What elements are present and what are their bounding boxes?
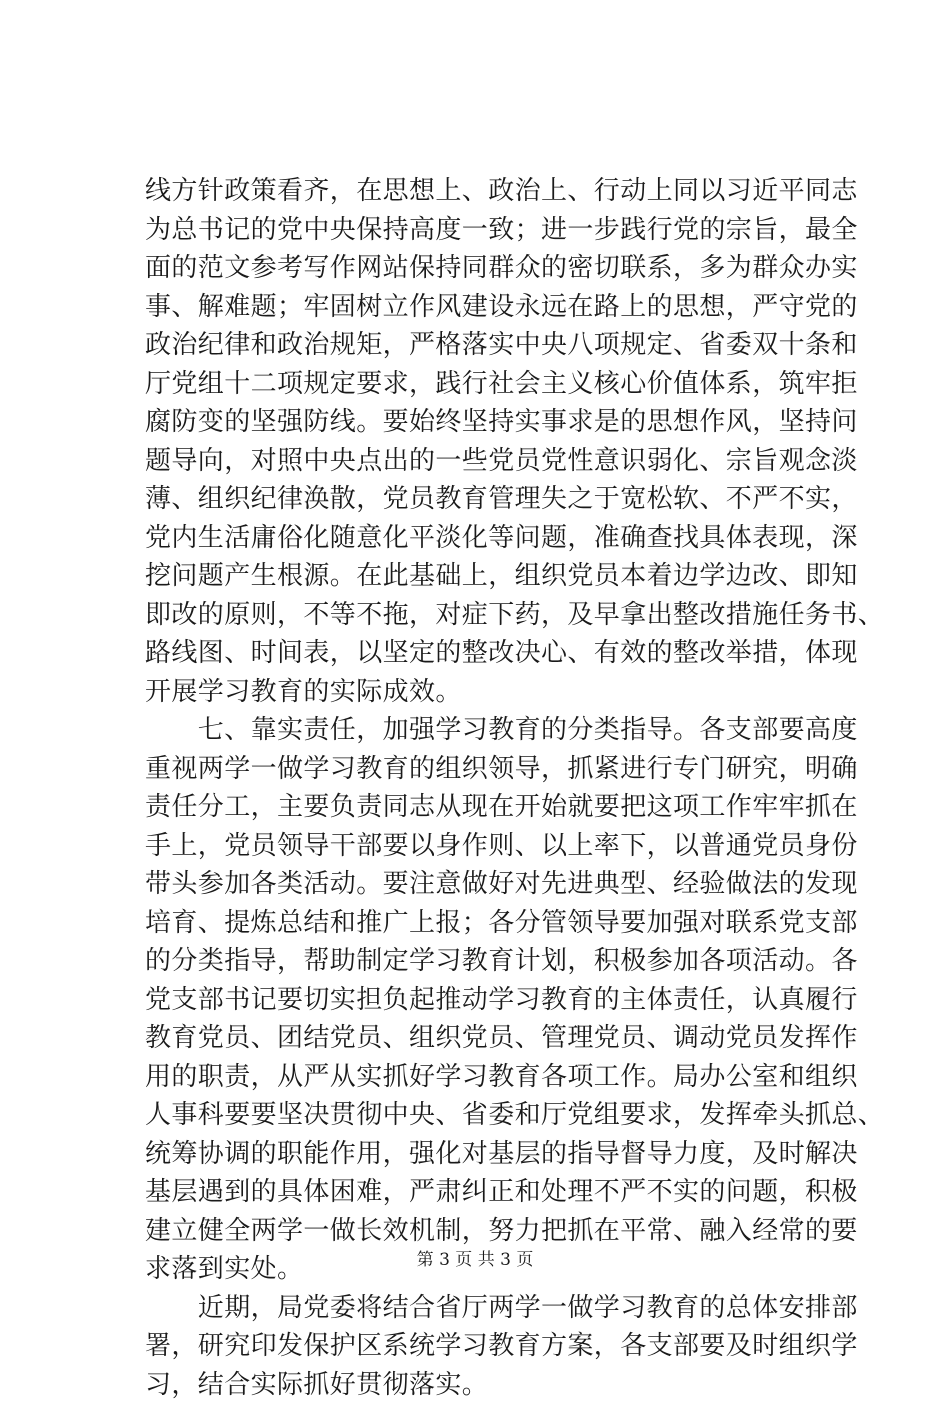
text-line: 人事科要要坚决贯彻中央、省委和厅党组要求，发挥牵头抓总、 xyxy=(145,1096,845,1135)
text-line: 用的职责，从严从实抓好学习教育各项工作。局办公室和组织 xyxy=(145,1058,845,1097)
text-line: 面的范文参考写作网站保持同群众的密切联系，多为群众办实 xyxy=(145,249,845,288)
text-line: 求落到实处。 xyxy=(145,1250,845,1289)
text-line: 厅党组十二项规定要求，践行社会主义核心价值体系，筑牢拒 xyxy=(145,365,845,404)
text-line: 手上，党员领导干部要以身作则、以上率下，以普通党员身份 xyxy=(145,827,845,866)
text-line: 近期，局党委将结合省厅两学一做学习教育的总体安排部 xyxy=(145,1289,845,1328)
text-line: 路线图、时间表，以坚定的整改决心、有效的整改举措，体现 xyxy=(145,634,845,673)
text-line: 培育、提炼总结和推广上报；各分管领导要加强对联系党支部 xyxy=(145,904,845,943)
text-line: 七、靠实责任，加强学习教育的分类指导。各支部要高度 xyxy=(145,711,845,750)
text-line: 基层遇到的具体困难，严肃纠正和处理不严不实的问题，积极 xyxy=(145,1173,845,1212)
text-line: 政治纪律和政治规矩，严格落实中央八项规定、省委双十条和 xyxy=(145,326,845,365)
text-line: 腐防变的坚强防线。要始终坚持实事求是的思想作风，坚持问 xyxy=(145,403,845,442)
text-line: 统筹协调的职能作用，强化对基层的指导督导力度，及时解决 xyxy=(145,1135,845,1174)
text-line: 党内生活庸俗化随意化平淡化等问题，准确查找具体表现，深 xyxy=(145,519,845,558)
text-line: 事、解难题；牢固树立作风建设永远在路上的思想，严守党的 xyxy=(145,288,845,327)
text-line: 的分类指导，帮助制定学习教育计划，积极参加各项活动。各 xyxy=(145,942,845,981)
text-line: 线方针政策看齐，在思想上、政治上、行动上同以习近平同志 xyxy=(145,172,845,211)
text-line: 薄、组织纪律涣散，党员教育管理失之于宽松软、不严不实， xyxy=(145,480,845,519)
text-line: 开展学习教育的实际成效。 xyxy=(145,673,845,712)
text-line: 建立健全两学一做长效机制，努力把抓在平常、融入经常的要 xyxy=(145,1212,845,1251)
text-line: 题导向，对照中央点出的一些党员党性意识弱化、宗旨观念淡 xyxy=(145,442,845,481)
text-line: 为总书记的党中央保持高度一致；进一步践行党的宗旨，最全 xyxy=(145,211,845,250)
text-line: 重视两学一做学习教育的组织领导，抓紧进行专门研究，明确 xyxy=(145,750,845,789)
body-text xyxy=(145,172,845,1404)
text-line: 教育党员、团结党员、组织党员、管理党员、调动党员发挥作 xyxy=(145,1019,845,1058)
text-line: 即改的原则，不等不拖，对症下药，及早拿出整改措施任务书、 xyxy=(145,596,845,635)
page-footer: 第 3 页 共 3 页 xyxy=(0,1245,950,1270)
text-line: 党支部书记要切实担负起推动学习教育的主体责任，认真履行 xyxy=(145,981,845,1020)
text-line: 挖问题产生根源。在此基础上，组织党员本着边学边改、即知 xyxy=(145,557,845,596)
text-line: 带头参加各类活动。要注意做好对先进典型、经验做法的发现 xyxy=(145,865,845,904)
text-line: 署，研究印发保护区系统学习教育方案，各支部要及时组织学 xyxy=(145,1327,845,1366)
text-line: 习，结合实际抓好贯彻落实。 xyxy=(145,1366,845,1404)
text-line: 责任分工，主要负责同志从现在开始就要把这项工作牢牢抓在 xyxy=(145,788,845,827)
